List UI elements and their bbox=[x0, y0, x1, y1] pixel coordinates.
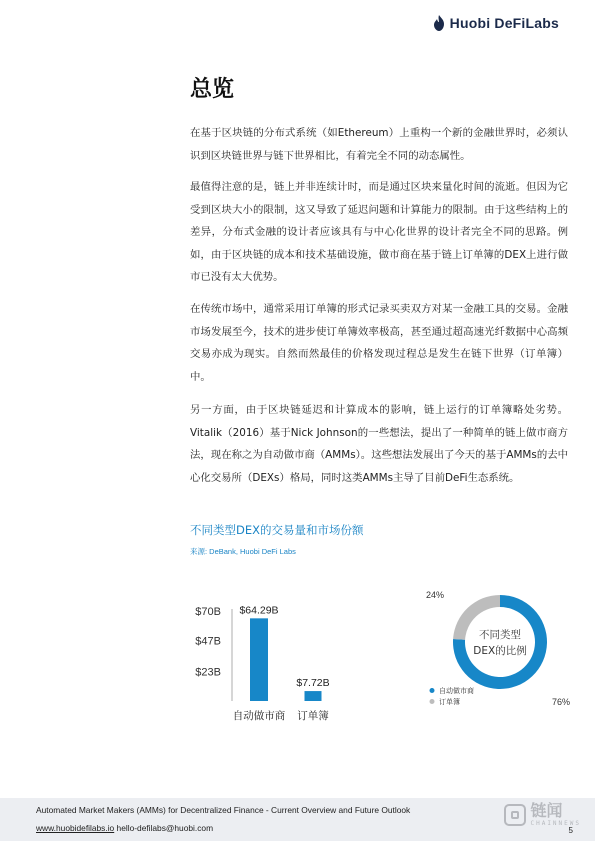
bar bbox=[250, 618, 268, 701]
legend-swatch bbox=[430, 688, 435, 693]
paragraph-4: 另一方面，由于区块链延迟和计算成本的影响，链上运行的订单簿略处劣势。Vitalik（2016）基于Nick Johnson的一些想法，提出了一种简单的链上做市商方法，现在称之为自动做市商（AMMs）。这些想法发展出了今天的基于AMMs的去中心化交易所（DEXs）格局，同时这类AMMs主导了目前DeFi生态系统。 bbox=[190, 404, 568, 484]
page-number: 5 bbox=[568, 826, 573, 835]
bar-data-label: $64.29B bbox=[239, 604, 279, 617]
brand-name: Huobi DeFiLabs bbox=[449, 15, 559, 31]
y-tick-label: $23B bbox=[195, 666, 221, 679]
donut-chart bbox=[418, 585, 578, 720]
donut-center-label: 不同类型 bbox=[479, 629, 521, 641]
donut-center-label: DEX的比例 bbox=[473, 645, 527, 657]
legend-swatch bbox=[430, 699, 435, 704]
brand-logo bbox=[432, 15, 559, 31]
page-title: 总览 bbox=[190, 77, 235, 102]
email-link[interactable]: hello-defilabs@huobi.com bbox=[116, 823, 214, 833]
paragraph-3: 在传统市场中，通常采用订单簿的形式记录买卖双方对某一金融工具的交易。金融市场发展至今，技术的进步使订单簿效率极高，甚至通过超高速光纤数据中心高频交易亦成为现实。自然而然最佳的价格发现过程总是发生在链下世界（订单簿）中。 bbox=[190, 303, 568, 383]
watermark-subtext: CHAINNEWS bbox=[530, 820, 581, 827]
chainnews-watermark bbox=[504, 802, 581, 827]
page-footer bbox=[0, 798, 595, 841]
slice-percent-label: 76% bbox=[552, 697, 571, 707]
bar-chart bbox=[185, 595, 355, 730]
paragraph-2: 最值得注意的是，链上并非连续计时，而是通过区块来量化时间的流逝。但因为它受到区块大小的限制，这又导致了延迟问题和计算能力的限制。由于这些结构上的差异，分布式金融的设计者应该具有与中心化世界的设计者完全不同的思路。例如，由于区块链的成本和技术基础设施，做市商在基于链上订单簿的DEX上进行做市已没有太大优势。 bbox=[190, 181, 568, 283]
watermark-text: 链闻 bbox=[530, 801, 563, 820]
flame-icon bbox=[432, 15, 446, 31]
legend-label: 自动做市商 bbox=[439, 687, 474, 695]
bar-data-label: $7.72B bbox=[296, 677, 330, 690]
legend-label: 订单簿 bbox=[439, 698, 460, 706]
slice-percent-label: 24% bbox=[426, 590, 445, 600]
footer-report-title: Automated Market Makers (AMMs) for Decentralized Finance - Current Overview and Future Outlook bbox=[36, 805, 411, 815]
x-tick-label: 订单簿 bbox=[297, 710, 329, 722]
y-tick-label: $70B bbox=[195, 606, 221, 618]
x-tick-label: 自动做市商 bbox=[232, 710, 286, 722]
footer-contact bbox=[36, 823, 213, 833]
figure-source: 来源: DeBank, Huobi DeFi Labs bbox=[190, 547, 296, 556]
y-tick-label: $47B bbox=[195, 635, 221, 648]
chainnews-logo-icon bbox=[504, 804, 526, 826]
paragraph-1: 在基于区块链的分布式系统（如Ethereum）上重构一个新的金融世界时，必须认识到区块链世界与链下世界相比，有着完全不同的动态属性。 bbox=[190, 127, 568, 162]
website-link[interactable]: www.huobidefilabs.io bbox=[36, 823, 115, 833]
bar bbox=[305, 691, 322, 701]
figure-title: 不同类型DEX的交易量和市场份额 bbox=[190, 523, 364, 537]
